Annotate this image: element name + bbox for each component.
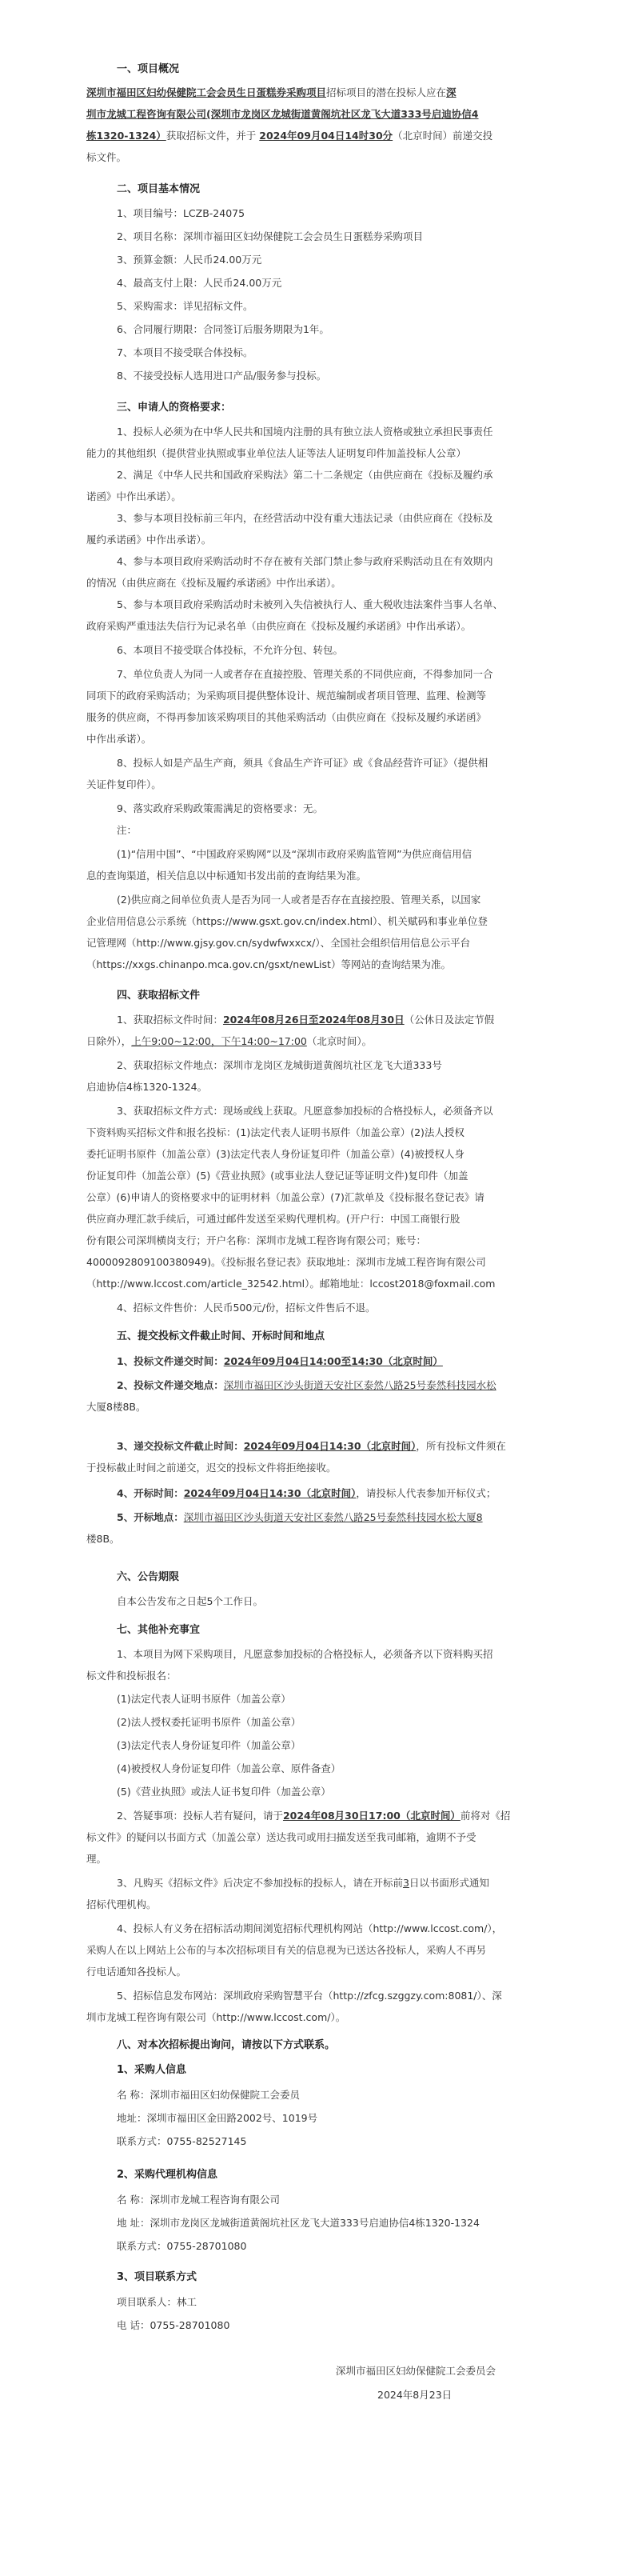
s7-sub-item: (1)法定代表人证明书原件（加盖公章）: [117, 1693, 291, 1705]
buyer-address: 地址：深圳市福田区金田路2002号、1019号: [117, 2112, 318, 2124]
project-contact-heading: 3、项目联系方式: [117, 2271, 197, 2283]
s3-line: 企业信用信息公示系统（https://www.gsxt.gov.cn/index.html）、机关赋码和事业单位登: [86, 915, 488, 927]
s2-item: 7、本项目不接受联合体投标。: [117, 346, 253, 358]
s5-line-4: 3、递交投标文件截止时间：2024年09月04日14:30（北京时间），所有投标文件须在: [117, 1440, 506, 1452]
project-contact-phone: 电 话：0755-28701080: [117, 2319, 230, 2331]
s7-line-8: 4、投标人有义务在招标活动期间浏览招标代理机构网站（http://www.lccost.com/），: [117, 1922, 503, 1934]
s7-line-1: 1、本项目为网下采购项目，凡愿意参加投标的合格投标人，必须备齐以下资料购买招: [117, 1648, 493, 1660]
s7-sub-item: (2)法人授权委托证明书原件（加盖公章）: [117, 1716, 301, 1728]
s3-line: (1)“信用中国”、“中国政府采购网”以及“深圳市政府采购监管网”为供应商信用信: [117, 848, 473, 860]
agency-phone: 联系方式：0755-28701080: [117, 2240, 247, 2252]
s3-line: 记管理网（http://www.gjsy.gov.cn/sydwfwxxcx/）、全国社会组织信用信息公示平台: [86, 937, 471, 949]
s3-line: 诺函》中作出承诺）。: [86, 490, 181, 502]
agency-address: 地 址：深圳市龙岗区龙城街道黄阁坑社区龙飞大道333号启迪协信4栋1320-1324: [117, 2217, 480, 2229]
s5-line-8: 楼8B。: [86, 1533, 120, 1545]
section-1-title: 一、项目概况: [117, 63, 180, 75]
s3-line: 息的查询渠道，相关信息以中标通知书发出前的查询结果为准。: [86, 870, 367, 882]
section-5-title: 五、提交投标文件截止时间、开标时间和地点: [117, 1330, 325, 1342]
s7-line-10: 行电话通知各投标人。: [86, 1966, 187, 1978]
s3-line: 关证件复印件）。: [86, 778, 161, 790]
s2-item: 2、项目名称：深圳市福田区妇幼保健院工会会员生日蛋糕券采购项目: [117, 230, 423, 242]
section-6-title: 六、公告期限: [117, 1571, 180, 1583]
s7-line-3: 2、答疑事项：投标人若有疑问，请于2024年08月30日17:00（北京时间）前将对《招: [117, 1810, 511, 1822]
s4-line-2: 日除外），上午9:00~12:00，下午14:00~17:00（北京时间）。: [86, 1035, 373, 1047]
s3-line: 6、本项目不接受联合体投标，不允许分包、转包。: [117, 644, 343, 656]
s3-line: 8、投标人如是产品生产商，须具《食品生产许可证》或《食品经营许可证》（提供相: [117, 757, 488, 769]
s3-line: 同项下的政府采购活动；为采购项目提供整体设计、规范编制或者项目管理、监理、检测等: [86, 690, 487, 702]
s4-line: 份证复印件（加盖公章）(5)《营业执照》(或事业法人登记证等证明文件)复印件（加盖: [86, 1170, 469, 1182]
s3-line: 3、参与本项目投标前三年内，在经营活动中没有重大违法记录（由供应商在《投标及: [117, 512, 493, 524]
s7-line-7: 招标代理机构。: [86, 1898, 157, 1910]
s3-line: 政府采购严重违法失信行为记录名单（由供应商在《投标及履约承诺函》中作出承诺）。: [86, 620, 472, 632]
s7-line-11: 5、招标信息发布网站：深圳政府采购智慧平台（http://zfcg.szggzy.com:8081/）、深: [117, 1990, 502, 2002]
section-4-title: 四、获取招标文件: [117, 990, 201, 1002]
s5-line-2: 2、投标文件递交地点：深圳市福田区沙头街道天安社区泰然八路25号泰然科技园水松: [117, 1379, 496, 1391]
signature-date: 2024年8月23日: [377, 2389, 453, 2401]
s3-line: 履约承诺函》中作出承诺）。: [86, 534, 212, 546]
s3-note-label: 注：: [117, 824, 138, 836]
s2-item: 1、项目编号：LCZB-24075: [117, 207, 245, 219]
s1-line-3: 栋1320-1324）获取招标文件，并于 2024年09月04日14时30分（北京时间）前递交投: [86, 130, 493, 142]
s5-line-5: 于投标截止时间之前递交，迟交的投标文件将拒绝接收。: [86, 1462, 337, 1474]
s7-line-12: 圳市龙城工程咨询有限公司（http://www.lccost.com/）。: [86, 2011, 346, 2023]
section-2-title: 二、项目基本情况: [117, 183, 201, 195]
s3-line: 的情况（由供应商在《投标及履约承诺函》中作出承诺）。: [86, 577, 341, 589]
s7-line-4: 标文件》的疑问以书面方式（加盖公章）送达我司或用扫描发送至我司邮箱，逾期不予受: [86, 1831, 476, 1843]
s5-line-7: 5、开标地点：深圳市福田区沙头街道天安社区泰然八路25号泰然科技园水松大厦8: [117, 1511, 483, 1523]
section-3-title: 三、申请人的资格要求：: [117, 402, 232, 414]
s7-sub-item: (5)《营业执照》或法人证书复印件（加盖公章）: [117, 1786, 331, 1798]
buyer-info-heading: 1、采购人信息: [117, 2064, 187, 2076]
s4-line: 委托证明书原件（加盖公章）(3)法定代表人身份证复印件（加盖公章）(4)被授权人身: [86, 1148, 465, 1160]
s7-sub-item: (4)被授权人身份证复印件（加盖公章、原件备查）: [117, 1762, 341, 1774]
s1-line-2: 圳市龙城工程咨询有限公司(深圳市龙岗区龙城街道黄阁坑社区龙飞大道333号启迪协信4: [86, 108, 479, 120]
s3-line: 能力的其他组织（提供营业执照或事业单位法人证等法人证明复印件加盖投标人公章）: [86, 447, 467, 459]
s2-item: 8、不接受投标人选用进口产品/服务参与投标。: [117, 370, 327, 382]
s3-line: 中作出承诺）。: [86, 733, 152, 745]
s3-line: 5、参与本项目政府采购活动时未被列入失信被执行人、重大税收违法案件当事人名单、: [117, 598, 503, 610]
s7-line-5: 理。: [86, 1853, 107, 1865]
s4-line-5: 4、招标文件售价：人民币500元/份，招标文件售后不退。: [117, 1302, 376, 1314]
s3-line: 2、满足《中华人民共和国政府采购法》第二十二条规定（由供应商在《投标及履约承: [117, 469, 493, 481]
agency-info-heading: 2、采购代理机构信息: [117, 2169, 218, 2181]
s3-line: 7、单位负责人为同一人或者存在直接控股、管理关系的不同供应商，不得参加同一合: [117, 668, 493, 680]
s4-line: 份有限公司深圳横岗支行；开户名称：深圳市龙城工程咨询有限公司；账号：: [86, 1234, 427, 1246]
s7-line-6: 3、凡购买《招标文件》后决定不参加投标的投标人，请在开标前3日以书面形式通知: [117, 1877, 489, 1889]
s4-line: 公章）(6)申请人的资格要求中的证明材料（加盖公章）(7)汇款单及《投标报名登记表》请: [86, 1191, 484, 1203]
s7-line-2: 标文件和投标报名：: [86, 1670, 177, 1682]
s7-sub-item: (3)法定代表人身份证复印件（加盖公章）: [117, 1739, 301, 1751]
s4-line-4: 启迪协信4栋1320-1324。: [86, 1081, 208, 1093]
section-7-title: 七、其他补充事宜: [117, 1624, 201, 1636]
s2-item: 3、预算金额：人民币24.00万元: [117, 254, 262, 266]
s5-line-6: 4、开标时间：2024年09月04日14:30（北京时间），请投标人代表参加开标仪式；: [117, 1487, 496, 1499]
s1-line-1: 深圳市福田区妇幼保健院工会会员生日蛋糕券采购项目招标项目的潜在投标人应在深: [86, 86, 457, 98]
s1-line-4: 标文件。: [86, 151, 127, 163]
s4-line: 供应商办理汇款手续后，可通过邮件发送至采购代理机构。(开户行：中国工商银行股: [86, 1213, 461, 1225]
buyer-phone: 联系方式：0755-82527145: [117, 2135, 247, 2147]
agency-name: 名 称：深圳市龙城工程咨询有限公司: [117, 2194, 280, 2206]
project-contact-person: 项目联系人：林工: [117, 2296, 197, 2308]
project-name-link[interactable]: 深圳市福田区妇幼保健院工会会员生日蛋糕券采购项目: [86, 86, 327, 98]
s3-line: 服务的供应商，不得再参加该采购项目的其他采购活动（由供应商在《投标及履约承诺函》: [86, 711, 487, 723]
buyer-name: 名 称：深圳市福田区妇幼保健院工会委员: [117, 2089, 300, 2101]
s4-line-1: 1、获取招标文件时间：2024年08月26日至2024年08月30日（公休日及法定节假: [117, 1014, 495, 1026]
section-8-title: 八、对本次招标提出询问，请按以下方式联系。: [117, 2039, 336, 2051]
s3-line: 4、参与本项目政府采购活动时不存在被有关部门禁止参与政府采购活动且在有效期内: [117, 555, 493, 567]
s3-line: 1、投标人必须为在中华人民共和国境内注册的具有独立法人资格或独立承担民事责任: [117, 426, 493, 438]
s2-item: 5、采购需求：详见招标文件。: [117, 300, 253, 312]
s5-line-1: 1、投标文件递交时间：2024年09月04日14:00至14:30（北京时间）: [117, 1355, 443, 1367]
s4-line-3: 2、获取招标文件地点：深圳市龙岗区龙城街道黄阁坑社区龙飞大道333号: [117, 1059, 442, 1071]
s4-line: （http://www.lccost.com/article_32542.html）。邮箱地址：lccost2018@foxmail.com: [86, 1278, 496, 1290]
s3-line: (2)供应商之间单位负责人是否为同一人或者是否存在直接控股、管理关系，以国家: [117, 894, 481, 906]
s4-line: 3、获取招标文件方式：现场或线上获取。凡愿意参加投标的合格投标人，必须备齐以: [117, 1105, 493, 1117]
s7-line-9: 采购人在以上网站上公布的与本次招标项目有关的信息视为已送达各投标人，采购人不再另: [86, 1944, 487, 1956]
s2-item: 4、最高支付上限：人民币24.00万元: [117, 277, 282, 289]
s4-line: 4000092809100380949)。《投标报名登记表》获取地址：深圳市龙城工程咨询有限公司: [86, 1256, 486, 1268]
s2-item: 6、合同履行期限：合同签订后服务期限为1年。: [117, 323, 329, 335]
signature-organization: 深圳市福田区妇幼保健院工会委员会: [336, 2365, 496, 2377]
s5-line-3: 大厦8楼8B。: [86, 1401, 146, 1413]
s3-line: 9、落实政府采购政策需满足的资格要求：无。: [117, 802, 323, 814]
s6-line-1: 自本公告发布之日起5个工作日。: [117, 1595, 263, 1607]
s4-line: 下资料购买招标文件和报名投标：(1)法定代表人证明书原件（加盖公章）(2)法人授权: [86, 1126, 465, 1138]
s3-line: （https://xxgs.chinanpo.mca.gov.cn/gsxt/newList）等网站的查询结果为准。: [86, 958, 451, 970]
